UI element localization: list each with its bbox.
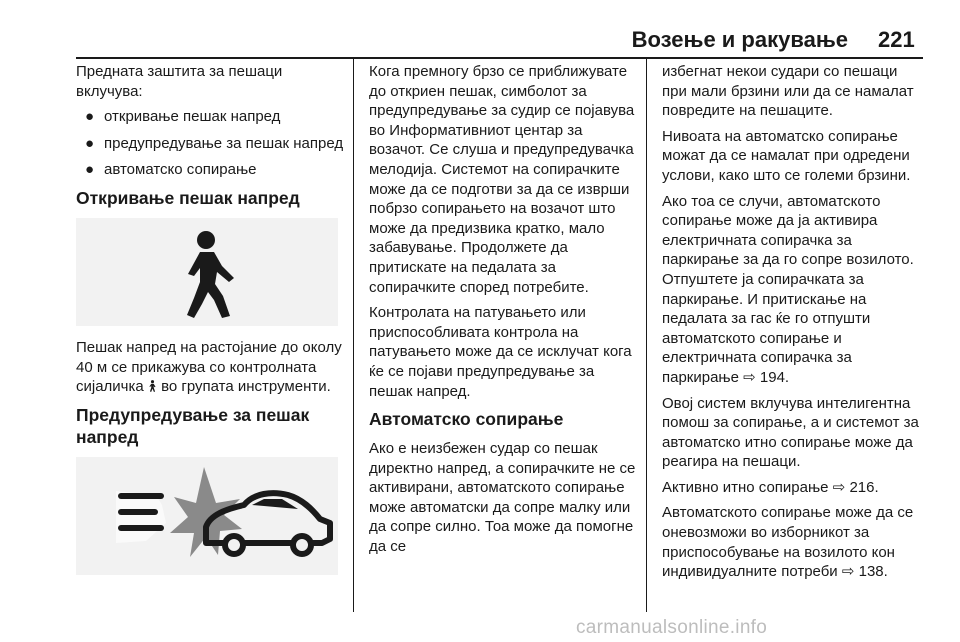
collision-warning-figure — [76, 457, 338, 575]
bullet-icon: ● — [85, 134, 95, 152]
cruise-control-text: Контролата на патувањето или приспособливата контрола на патувањето може да се исклучат кога ќе се појави предупредување за пешак напред. — [369, 304, 632, 400]
vehicle-personalization-text: Автоматското сопирање може да се оневозможи во изборникот за приспособување на возилото кон индивидуалните потреби ⇨ 138. — [662, 504, 914, 581]
column-divider-1 — [353, 59, 354, 612]
page-reference-icon: ⇨ — [743, 368, 756, 386]
active-emergency-braking-text: Активно итно сопирање ⇨ 216. — [662, 478, 879, 496]
pedestrian-figure — [76, 218, 338, 326]
column-2 — [369, 62, 637, 563]
page-reference-icon: ⇨ — [841, 563, 855, 581]
column-3 — [662, 62, 926, 588]
section-heading-automatic-braking: Автоматско сопирање — [369, 409, 564, 430]
list-item-text: откривање пешак напред — [104, 108, 281, 126]
section-heading-pedestrian-detection: Откривање пешак напред — [76, 187, 300, 208]
list-item-text: предупредување за пешак напред — [104, 134, 344, 152]
collision-warning-icon — [76, 457, 338, 575]
feature-list — [76, 107, 344, 180]
page-reference-link[interactable]: 216. — [849, 478, 879, 496]
page-reference-link[interactable]: 194. — [759, 368, 790, 386]
intro-text: Предната заштита за пешаци вклучува: — [76, 63, 283, 100]
page-reference-icon: ⇨ — [832, 478, 846, 496]
list-item — [76, 160, 344, 180]
collision-avoidance-text: избегнат некои судари со пешаци при мали брзини или да се намалат повредите на пешаците. — [662, 63, 914, 120]
pedestrian-indicator-icon — [148, 380, 157, 392]
pedestrian-detection-text: Пешак напред на растојание до околу 40 м се прикажува со контролната сијаличка во групата инструменти. — [76, 338, 342, 396]
page-reference-link[interactable]: 138. — [858, 563, 888, 581]
section-heading-pedestrian-warning: Предупредување за пешак напред — [76, 404, 310, 447]
list-item — [76, 134, 344, 154]
bullet-icon: ● — [85, 108, 95, 126]
collision-warning-text: Кога премногу брзо се приближувате до откриен пешак, симболот за предупредување за судир се појавува во Информативниот центар за возачот. Се слуша и предупредувачка мелодија. Системот на сопирачките може да се подготви за да се изврши побрзо сопирањето на возачот што може да предизвика кратко, мало забавување. Продолжете да притискате на педалата за сопирачките според потребите. — [369, 63, 635, 296]
column-1 — [76, 62, 344, 587]
watermark: carmanualsonline.info — [576, 617, 768, 638]
automatic-braking-text: Ако е неизбежен судар со пешак директно напред, а сопирачките не се активирани, автоматското сопирање може автоматски да сопре малку или да сопре силно. Тоа може да помогне да се — [369, 440, 636, 556]
page-number: 221 — [878, 27, 915, 52]
bullet-icon: ● — [85, 161, 95, 179]
list-item — [76, 107, 344, 127]
list-item-text: автоматско сопирање — [104, 161, 257, 179]
parking-brake-text: Ако тоа се случи, автоматското сопирање може да ја активира електричната сопирачка за паркирање за да го сопре возилото. Отпуштете ја сопирачката за паркирање. И притискање на педалата за гас ќе го отпушти автоматското сопирање и електричната сопирачка за паркирање ⇨ 194. — [662, 192, 914, 386]
page-header-title: Возење и ракување — [631, 27, 848, 52]
system-info-text: Овој систем вклучува интелигентна помош за сопирање, а и системот за автоматско итно сопирање може да реагира на пешаци. — [662, 394, 919, 471]
column-divider-2 — [646, 59, 647, 612]
braking-levels-text: Нивоата на автоматско сопирање можат да се намалат при одредени услови, како што се големи брзини. — [662, 127, 911, 184]
header-rule — [76, 57, 923, 59]
pedestrian-icon — [76, 218, 338, 326]
